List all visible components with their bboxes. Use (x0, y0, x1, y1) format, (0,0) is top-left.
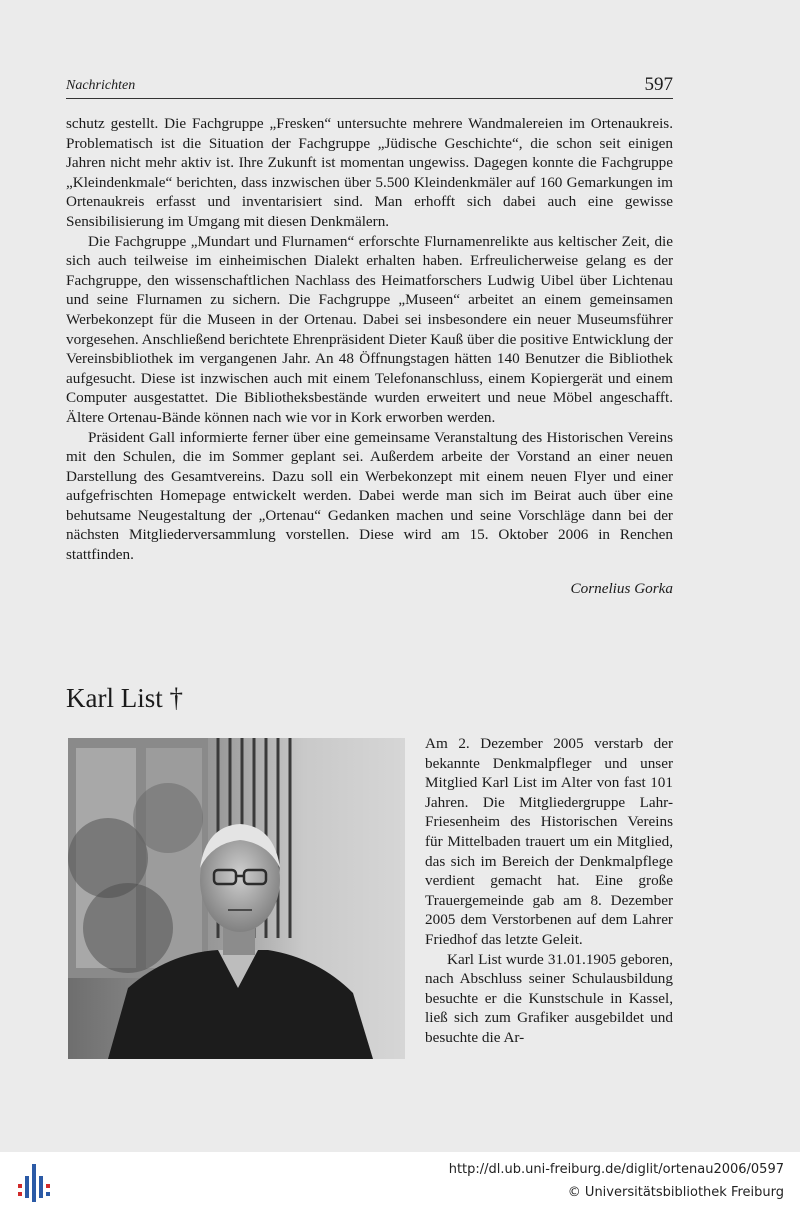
source-url-link[interactable]: http://dl.ub.uni-freiburg.de/diglit/ortenau2006/0597 (448, 1162, 784, 1177)
portrait-photo (68, 738, 405, 1059)
author-signature: Cornelius Gorka (570, 580, 673, 597)
paragraph: Am 2. Dezember 2005 verstarb der bekannte Denkmalpfleger und unser Mitglied Karl List im Alter von fast 101 Jahren. Die Mitgliedergruppe Lahr-Friesenheim des Historischen Vereins für Mittelbaden trauert um ein Mitglied, das sich im Bereich der Denkmalpflege verdient gemacht hat. Eine große Trauergemeinde gab am 8. Dezember 2005 dem Verstorbenen auf dem Lahrer Friedhof das letzte Geleit. (425, 735, 673, 948)
section-title: Nachrichten (66, 78, 136, 93)
obituary-title: Karl List † (66, 683, 183, 713)
paragraph: Präsident Gall informierte ferner über eine gemeinsame Veranstaltung des Historischen Vereins mit den Schulen, die im Sommer geplant sei. Außerdem arbeite der Vorstand an einer neuen Darstellung des Gesamtvereins. Dazu soll ein Werbekonzept mit einem neuen Flyer und einer aufgefrischten Homepage entwickelt werden. Dabei werde man sich im Beirat auch über eine behutsame Neugestaltung der „Ortenau“ Gedanken machen und seine Vorschläge dann bei der nächsten Mitgliederversammlung vorstellen. Diese wird am 15. Oktober 2006 in Renchen stattfinden. (66, 428, 673, 564)
article-body (66, 114, 673, 565)
running-header (66, 72, 673, 99)
paragraph: Die Fachgruppe „Mundart und Flurnamen“ erforschte Flurnamenrelikte aus keltischer Zeit, die sich auch teilweise im einheimischen Dialekt erhalten haben. Erfreulicherweise gelang es der Fachgruppe, den wissenschaftlichen Nachlass des Heimatforschers Ludwig Uibel über Lichtenau und seine Flurnamen zu sichern. Die Fachgruppe „Museen“ arbeitet an einem gemeinsamen Werbekonzept für die Museen in der Ortenau. Dabei sei insbesondere ein neuer Museumsführer vorgesehen. Anschließend berichtete Ehrenpräsident Dieter Kauß über die positive Entwicklung der Vereinsbibliothek im vergangenen Jahr. An 48 Öffnungstagen hätten 140 Benutzer die Bibliothek aufgesucht. Diese ist inzwischen auch mit einem Telefonanschluss, einem Kopiergerät und einem Computer ausgestattet. Die Bibliotheksbestände wurden erweitert und neue Möbel angeschafft. Ältere Ortenau-Bände können nach wie vor in Kork erworben werden. (66, 232, 673, 426)
page-number: 597 (644, 74, 673, 95)
paragraph: Karl List wurde 31.01.1905 geboren, nach Abschluss seiner Schulausbildung besuchte er die Kunstschule in Kassel, ließ sich zum Grafiker ausgebildet und besuchte die Ar- (425, 950, 673, 1046)
paragraph: schutz gestellt. Die Fachgruppe „Fresken“ untersuchte mehrere Wandmalereien im Ortenaukreis. Problematisch ist die Situation der Fachgruppe „Jüdische Geschichte“, die schon seit einigen Jahren nicht mehr aktiv ist. Ihre Zukunft ist momentan ungewiss. Dagegen konnte die Fachgruppe „Kleindenkmale“ berichten, dass inzwischen über 5.500 Kleindenkmäler auf 160 Gemarkungen im Ortenaukreis erfasst und inventarisiert sind. Man erhofft sich dabei auch eine gewisse Sensibilisierung im Umgang mit diesen Denkmälern. (66, 115, 673, 230)
footer-bar (0, 1152, 800, 1212)
obituary-body (425, 734, 673, 1048)
portrait-photo-image (68, 738, 405, 1059)
copyright-notice: © Universitätsbibliothek Freiburg (567, 1185, 784, 1200)
ub-freiburg-logo-icon (14, 1162, 54, 1204)
